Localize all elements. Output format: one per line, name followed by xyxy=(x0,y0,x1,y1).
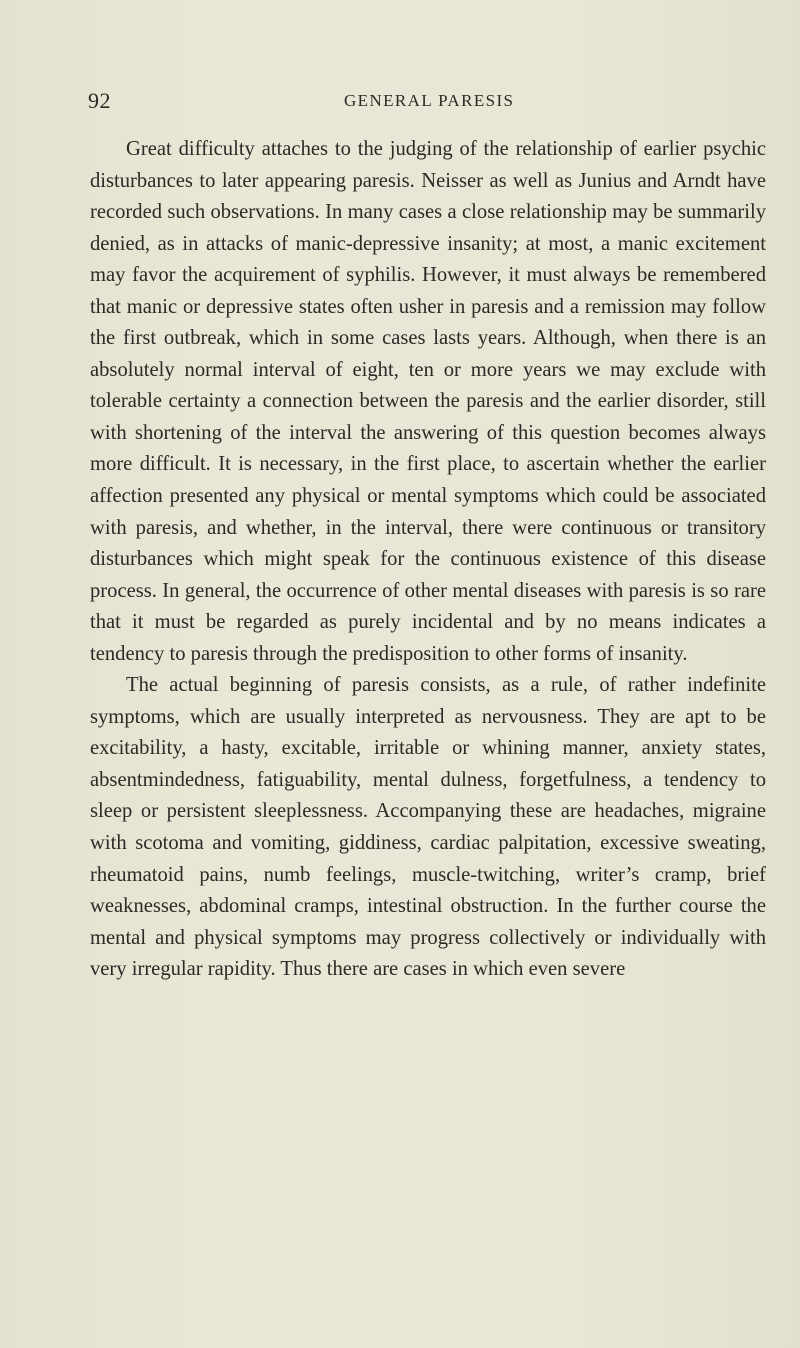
running-head: GENERAL PARESIS xyxy=(344,91,515,110)
body-text xyxy=(90,134,766,986)
page-number: 92 xyxy=(88,88,111,113)
page-header xyxy=(88,88,768,112)
paragraph-1: Great difficulty attaches to the judging of the relationship of earlier psychic disturbances to later appearing paresis. Neisser as well as Junius and Arndt have recorded such observations. In many cases a close relationship may be summarily denied, as in attacks of manic-depressive insanity; at most, a manic excitement may favor the acquirement of syphilis. However, it must always be remembered that manic or depressive states often usher in paresis and a remission may follow the first outbreak, which in some cases lasts years. Although, when there is an absolutely normal interval of eight, ten or more years we may exclude with tolerable certainty a connection between the paresis and the earlier disorder, still with shortening of the interval the answering of this question becomes always more difficult. It is necessary, in the first place, to ascertain whether the earlier affection presented any physical or mental symptoms which could be associated with paresis, and whether, in the interval, there were continuous or transitory disturbances which might speak for the continuous existence of this disease process. In general, the occurrence of other mental diseases with paresis is so rare that it must be regarded as purely incidental and by no means indicates a tendency to paresis through the predisposition to other forms of insanity. xyxy=(90,138,766,665)
paragraph-2: The actual beginning of paresis consists, as a rule, of rather indefinite symptoms, which are usually interpreted as nervousness. They are apt to be excitability, a hasty, excitable, irritable or whining manner, anxiety states, absentmindedness, fatiguability, mental dulness, forgetfulness, a tendency to sleep or persistent sleeplessness. Accompanying these are headaches, migraine with scotoma and vomiting, giddiness, cardiac palpitation, excessive sweating, rheumatoid pains, numb feelings, muscle-twitching, writer’s cramp, brief weaknesses, abdominal cramps, intestinal obstruction. In the further course the mental and physical symptoms may progress collectively or individually with very irregular rapidity. Thus there are cases in which even severe xyxy=(90,674,766,981)
